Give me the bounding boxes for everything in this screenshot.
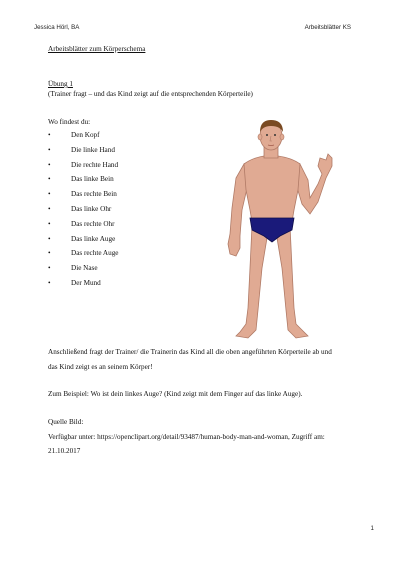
- right-arm: [296, 154, 332, 214]
- header-doc-title: Arbeitsblätter KS: [304, 24, 351, 31]
- bullet: •: [48, 264, 51, 273]
- bullet: •: [48, 234, 51, 243]
- page-number: 1: [370, 525, 374, 532]
- bullet: •: [48, 175, 51, 184]
- bullet: •: [48, 131, 51, 139]
- bullet: •: [48, 204, 51, 213]
- list-item-label: Den Kopf: [71, 131, 100, 139]
- header-author: Jessica Hörl, BA: [34, 24, 80, 31]
- exercise-subtitle: (Trainer fragt – und das Kind zeigt auf die entsprechenden Körperteile): [48, 90, 253, 98]
- bullet: •: [48, 219, 51, 228]
- torso: [244, 156, 300, 222]
- exercise-question: Wo findest du:: [48, 118, 91, 126]
- right-eye: [274, 134, 276, 136]
- list-item-label: Die linke Hand: [71, 145, 115, 154]
- list-item-label: Das linke Auge: [71, 234, 116, 243]
- bullet: •: [48, 249, 51, 258]
- human-body-illustration: [222, 118, 338, 344]
- page-title: Arbeitsblätter zum Körperschema: [48, 45, 146, 53]
- source-date: 21.10.2017: [48, 447, 81, 455]
- right-leg: [276, 226, 308, 338]
- body-figure: [228, 120, 332, 338]
- right-ear: [280, 134, 284, 140]
- list-item-label: Die Nase: [71, 264, 98, 273]
- paragraph-line: Anschließend fragt der Trainer/ die Trainerin das Kind all die oben angeführten Körperteile ab und: [48, 348, 332, 356]
- bullet: •: [48, 190, 51, 199]
- list-item-label: Das linke Bein: [71, 175, 114, 184]
- left-eye: [266, 134, 268, 136]
- list-item-label: Der Mund: [71, 278, 101, 287]
- bullet: •: [48, 145, 51, 154]
- left-leg: [236, 226, 268, 338]
- example-paragraph: Zum Beispiel: Wo ist dein linkes Auge? (Kind zeigt mit dem Finger auf das linke Auge).: [48, 390, 303, 398]
- source-line: Verfügbar unter: https://openclipart.org/detail/93487/human-body-man-and-woman, Zugriff am:: [48, 433, 325, 441]
- left-ear: [258, 134, 262, 140]
- list-item-label: Das linke Ohr: [71, 204, 112, 213]
- source-label: Quelle Bild:: [48, 418, 84, 426]
- bullet: •: [48, 160, 51, 169]
- list-item-label: Das rechte Ohr: [71, 219, 115, 228]
- exercise-heading: Übung 1: [48, 80, 73, 88]
- bullet: •: [48, 278, 51, 287]
- paragraph-line: das Kind zeigt es an seinem Körper!: [48, 363, 153, 371]
- list-item-label: Das rechte Bein: [71, 190, 117, 199]
- list-item-label: Das rechte Auge: [71, 249, 119, 258]
- list-item-label: Die rechte Hand: [71, 160, 119, 169]
